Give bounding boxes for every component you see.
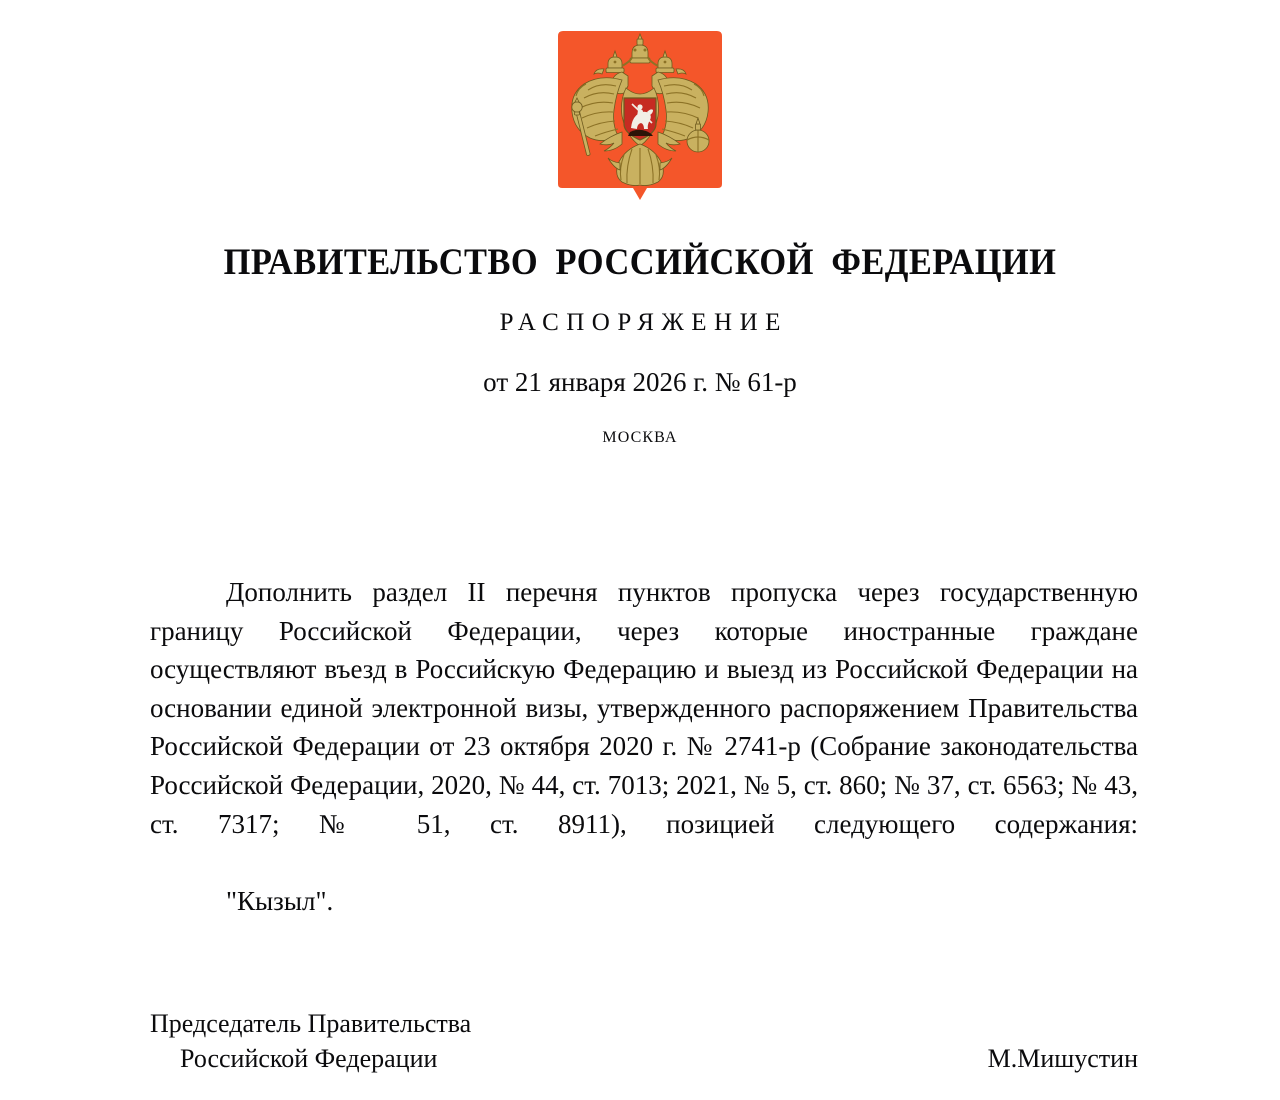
coat-of-arms <box>552 28 728 214</box>
document-date-number: от 21 января 2026 г. № 61-р <box>483 367 797 397</box>
document-header <box>0 240 1280 448</box>
document-kind: РАСПОРЯЖЕНИЕ <box>499 309 788 336</box>
signer-office-line2: Российской Федерации <box>180 1044 438 1073</box>
coat-of-arms-icon <box>552 28 728 214</box>
escutcheon-saint-george <box>624 98 656 140</box>
emblem-container <box>0 28 1280 214</box>
added-item: "Кызыл". <box>226 885 334 916</box>
signer-name: М.Мишустин <box>987 1044 1138 1073</box>
signer-office-line1: Председатель Правительства <box>150 1009 472 1038</box>
document-body <box>150 573 1138 920</box>
document-city: МОСКВА <box>602 429 678 446</box>
body-paragraph: Дополнить раздел II перечня пунктов пропуска через государственную границу Российской Федерации, через которые иностранные граждане осуществляют въезд в Российскую Федерацию и выезд из Российской Федерации на основании единой электронной визы, утвержденного распоряжением Правительства Российской Федерации от 23 октября 2020 г. № 2741-р (Собрание законодательства Российской Федерации, 2020, № 44, ст. 7013; 2021, № 5, ст. 860; № 37, ст. 6563; № 43, ст. 7317; № 51, ст. 8911), позицией следующего содержания: <box>150 577 1138 839</box>
signature-block <box>150 1006 1138 1076</box>
organization-title: ПРАВИТЕЛЬСТВО РОССИЙСКОЙ ФЕДЕРАЦИИ <box>223 242 1057 283</box>
signer-office <box>150 1006 471 1076</box>
